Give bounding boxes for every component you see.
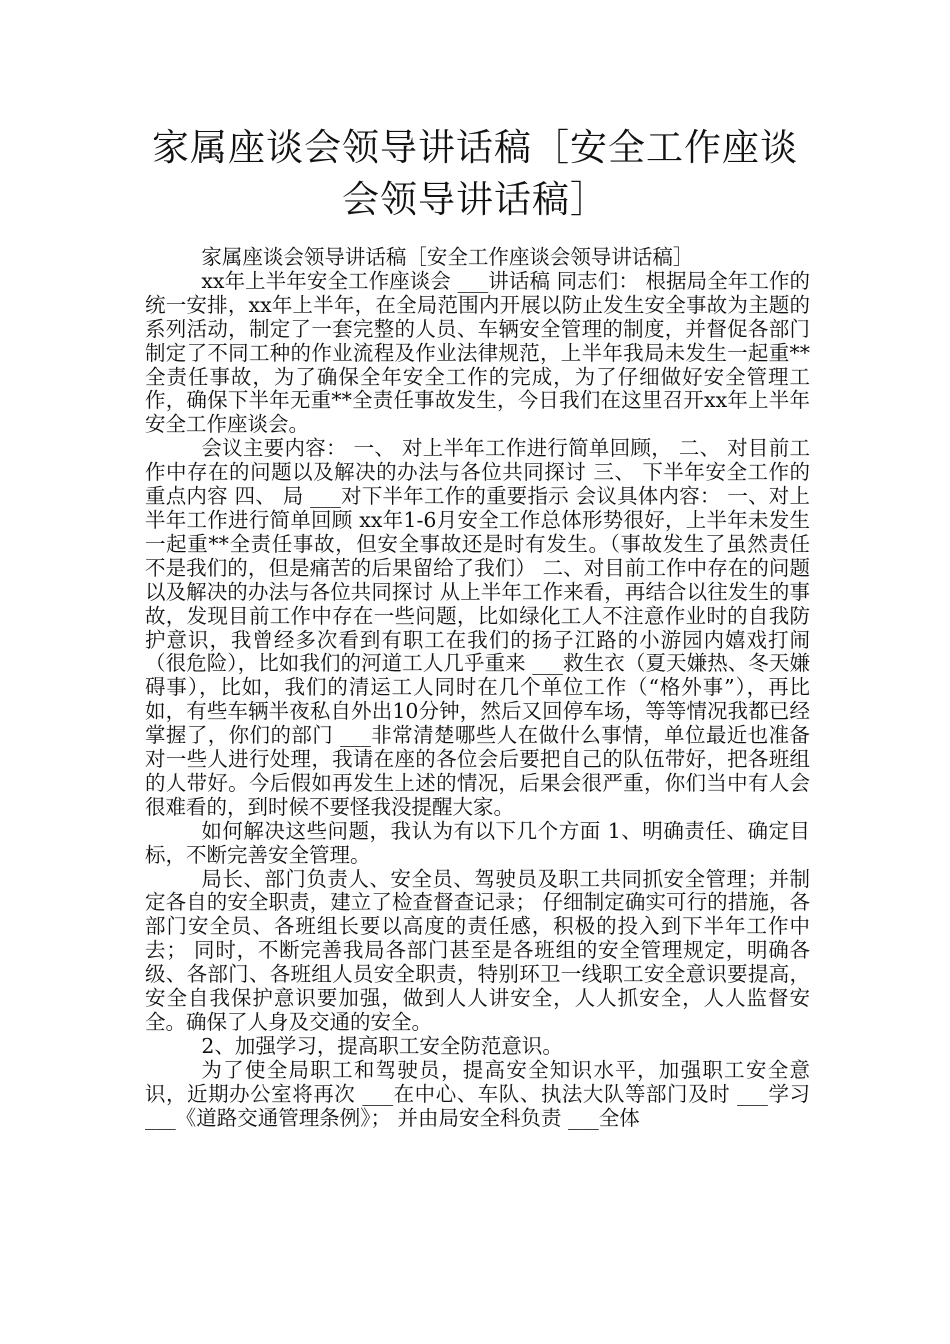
paragraph-meeting-content: 会议主要内容： 一、 对上半年工作进行简单回顾， 二、 对目前工作中存在的问题以及解决的办法与各位共同探讨 三、 下半年安全工作的重点内容 四、 局 ___对下半年工作的重要指示 会议具体内容： 一、对上半年工作进行简单回顾 xx年1-6月安全工作总体形势很好，上半年未发生一起重**全责任事故，但安全事故还是时有发生。（事故发生了虽然责任不是我们的，但是痛苦的后果留给了我们） 二、对目前工作中存在的问题以及解决的办法与各位共同探讨 从上半年工作来看，再结合以往发生的事故，发现目前工作中存在一些问题，比如绿化工人不注意作业时的自我防护意识，我曾经多次看到有职工在我们的扬子江路的小游园内嬉戏打闹（很危险），比如我们的河道工人几乎重来 ___救生衣（夏天嫌热、冬天嫌碍事），比如，我们的清运工人同时在几个单位工作（“格外事”），再比如，有些车辆半夜私自外出10分钟，然后又回停车场，等等情况我都已经掌握了，你们的部门 ___非常清楚哪些人在做什么事情，单位最近也准备对一些人进行处理，我请在座的各位会后要把自己的队伍带好，把各班组的人带好。今后假如再发生上述的情况，后果会很严重，你们当中有人会很难看的，到时候不要怪我没提醒大家。 [145,436,810,819]
paragraph-study: 为了使全局职工和驾驶员，提高安全知识水平，加强职工安全意识，近期办公室将再次 ___在中心、车队、执法大队等部门及时 ___学习 ___《道路交通管理条例》； 并由局安全科负责 ___全体 [145,1057,810,1130]
paragraph-study-heading: 2、加强学习，提高职工安全防范意识。 [201,1033,563,1058]
paragraph-solutions: 如何解决这些问题，我认为有以下几个方面 1、明确责任、确定目标，不断完善安全管理。 [145,818,810,867]
paragraph-responsibility: 局长、部门负责人、安全员、驾驶员及职工共同抓安全管理；并制定各自的安全职责，建立了检查督查记录； 仔细制定确实可行的措施，各部门安全员、各班组长要以高度的责任感，积极的投入到下半年工作中去； 同时，不断完善我局各部门甚至是各班组的安全管理规定，明确各级、各部门、各班组人员安全职责，特别环卫一线职工安全意识要提高，安全自我保护意识要加强，做到人人讲安全，人人抓安全，人人监督安全。确保了人身及交通的安全。 [145,866,810,1034]
paragraph-intro: xx年上半年安全工作座谈会 ___讲话稿 同志们： 根据局全年工作的统一安排，xx年上半年，在全局范围内开展以防止发生安全事故为主题的系列活动，制定了一套完整的人员、车辆安全管理的制度，并督促各部门制定了不同工种的作业流程及作业法律规范，上半年我局未发生一起重**全责任事故，为了确保全年安全工作的完成，为了仔细做好安全管理工作，确保下半年无重**全责任事故发生，今日我们在这里召开xx年上半年安全工作座谈会。 [145,268,810,437]
paragraph-subtitle: 家属座谈会领导讲话稿［安全工作座谈会领导讲话稿］ [201,245,694,269]
document-body [145,246,810,1131]
document-title: 家属座谈会领导讲话稿［安全工作座谈会领导讲话稿］ [152,126,798,221]
